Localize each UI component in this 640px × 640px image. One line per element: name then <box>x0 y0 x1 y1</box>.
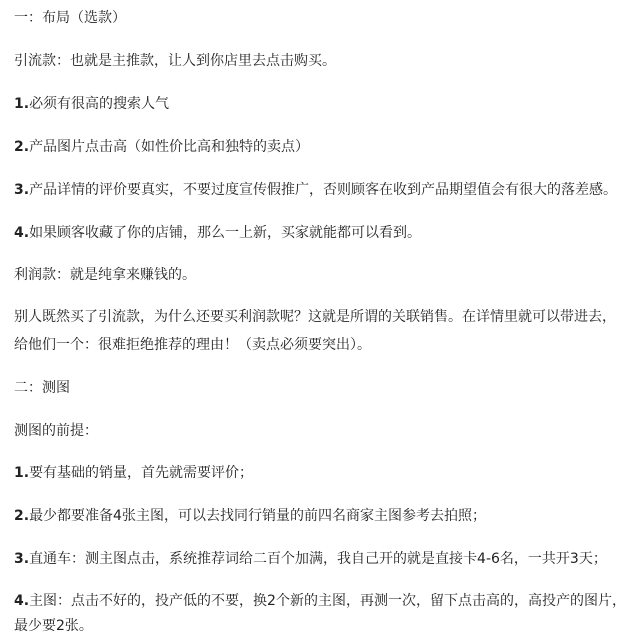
section-heading-test-images: 二：测图 <box>14 380 70 396</box>
paragraph-profit-item: 利润款：就是纯拿来赚钱的。 <box>14 267 196 283</box>
list-item: 3.产品详情的评价要真实，不要过度宣传假推广，否则顾客在收到产品期望值会有很大的落差感。 <box>14 182 618 198</box>
list-item: 3.直通车：测主图点击，系统推荐词给二百个加满，我自己开的就是直接卡4-6名，一共开3天； <box>14 551 607 567</box>
section-heading-layout: 一：布局（选款） <box>14 10 126 26</box>
list-item: 1.要有基础的销量，首先就需要评价； <box>14 465 254 481</box>
paragraph-line: 别人既然买了引流款，为什么还要买利润款呢？这就是所谓的关联销售。在详情里就可以带进去， <box>14 309 616 325</box>
list-item: 4.主图：点击不好的，投产低的不要，换2个新的主图，再测一次，留下点击高的，高投产的图片， <box>14 593 626 609</box>
paragraph-line: 给他们一个：很难拒绝推荐的理由！（卖点必须要突出）。 <box>14 337 371 353</box>
list-item: 1.必须有很高的搜索人气 <box>14 96 170 112</box>
list-item: 2.产品图片点击高（如性价比高和独特的卖点） <box>14 139 310 155</box>
list-item-continuation: 最少要2张。 <box>14 618 93 634</box>
paragraph-traffic-item: 引流款：也就是主推款，让人到你店里去点击购买。 <box>14 53 336 69</box>
list-item: 4.如果顾客收藏了你的店铺，那么一上新，买家就能都可以看到。 <box>14 225 422 241</box>
paragraph-prerequisite: 测图的前提： <box>14 423 98 439</box>
list-item: 2.最少都要准备4张主图，可以去找同行销量的前四名商家主图参考去拍照； <box>14 508 486 524</box>
